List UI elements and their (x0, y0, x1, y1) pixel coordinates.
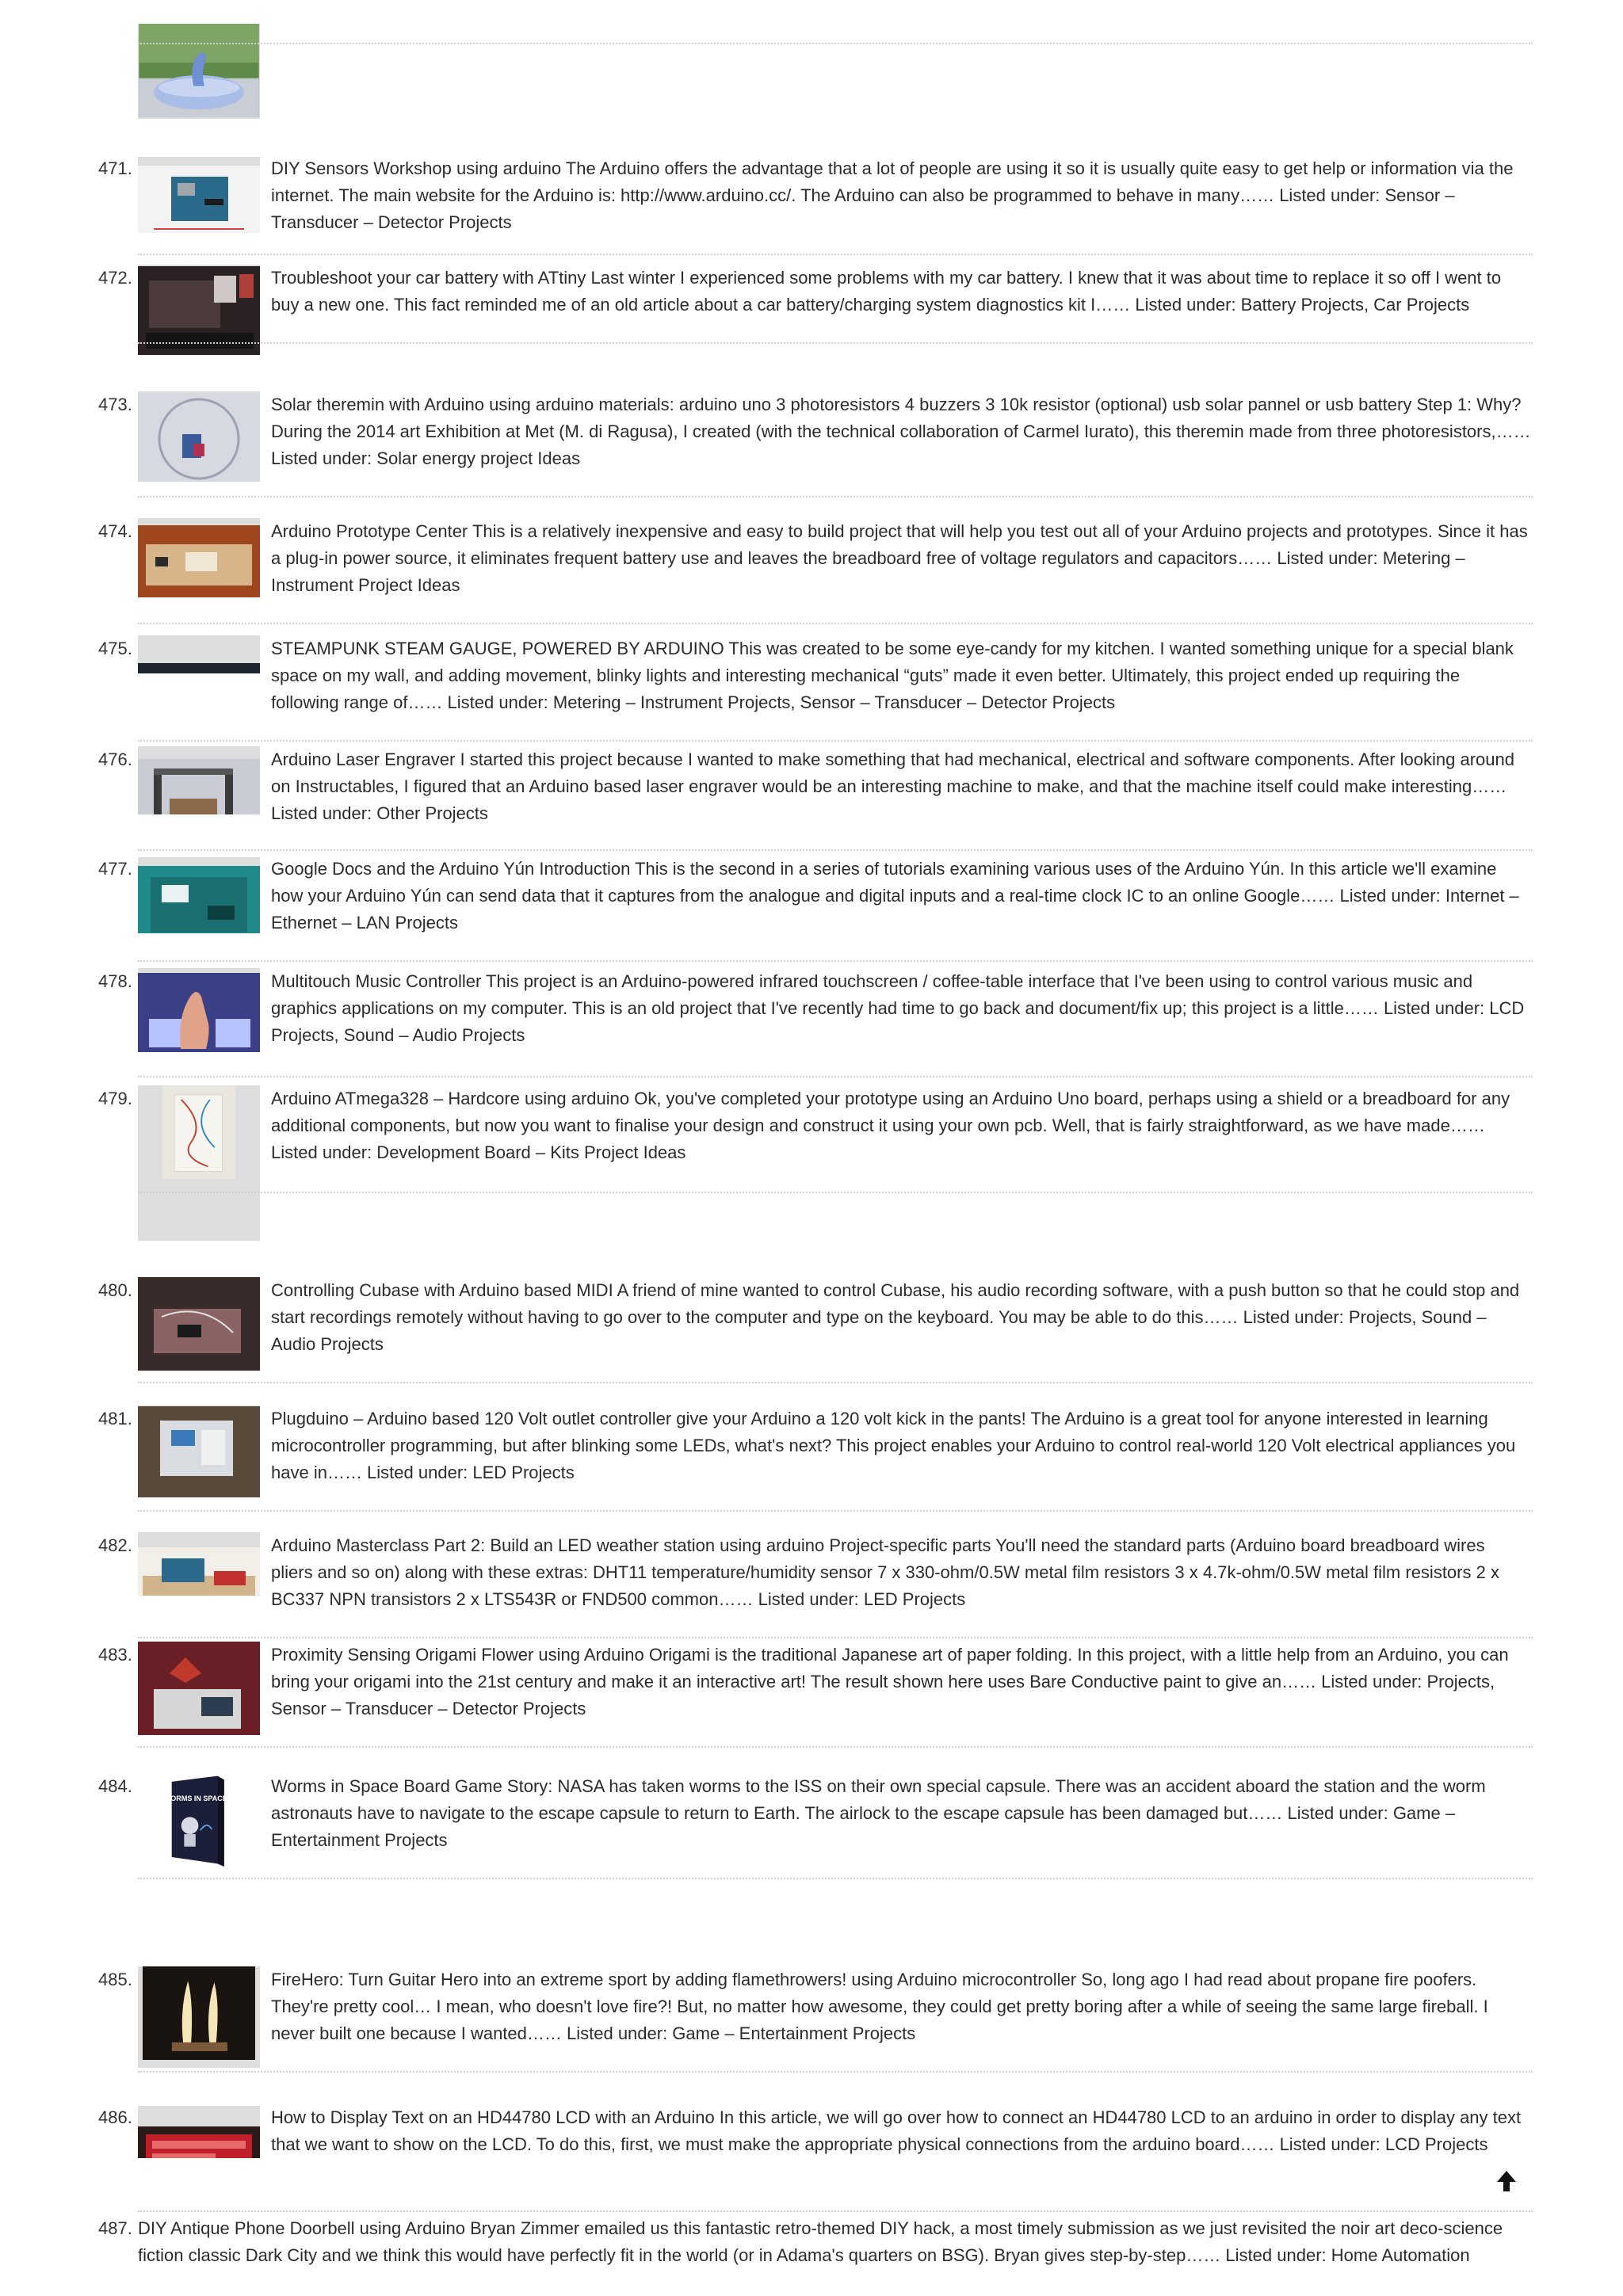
separator (138, 342, 1533, 344)
item-description[interactable]: Troubleshoot your car battery with ATtiny Last winter I experienced some problems with my car battery. I knew that it was about time to replace it so off I went to buy a new one. This fact reminded me of an old article about a car battery/charging system diagnostics kit I…… Listed under: Battery Projects, Car Projects (271, 268, 1502, 315)
item-description[interactable]: Worms in Space Board Game Story: NASA has taken worms to the ISS on their own special capsule. There was an accident aboard the station and the worm astronauts have to navigate to the escape capsule to return to Earth. The airlock to the escape capsule has been damaged but…… Listed under: Game – Entertainment Projects (271, 1776, 1486, 1850)
item-description[interactable]: Solar theremin with Arduino using arduino materials: arduino uno 3 photoresistors 4 buzzers 3 10k resistor (optional) usb solar pannel or usb battery Step 1: Why? During the 2014 art Exhibition at Met (M. di Ragusa), I created (with the technical collaboration of Carmel Iurato), this theremin made from three photoresistors,…… Listed under: Solar energy project Ideas (271, 395, 1531, 468)
breadboard-image (138, 1085, 260, 1179)
item-thumbnail[interactable] (138, 1532, 260, 1596)
item-thumbnail[interactable] (138, 2106, 260, 2158)
item-number: 476. (98, 749, 132, 769)
multitouch-hand-image (138, 968, 260, 1052)
item-thumbnail[interactable] (138, 518, 260, 597)
separator (138, 960, 1533, 962)
car-battery-image (138, 265, 260, 355)
separator (138, 1076, 1533, 1077)
separator (138, 1878, 1533, 1879)
item-number: 486. (98, 2107, 132, 2127)
video-player-image (138, 635, 260, 673)
origami-flower-image (138, 1642, 260, 1735)
item-description[interactable]: Multitouch Music Controller This project is an Arduino-powered infrared touchscreen / coffee-table interface that I've been using to control various music and graphics applications on my computer. This is an old project that I've recently had time to go back and document/fix up; this project is a little…… Listed under: LCD Projects, Sound – Audio Projects (271, 971, 1525, 1045)
item-description[interactable]: Proximity Sensing Origami Flower using Arduino Origami is the traditional Japanese art of paper folding. In this project, with a little help from an Arduino, you can bring your origami into the 21st century and make it an interactive art! The result shown here uses Bare Conductive paint to give an…… Listed under: Projects, Sensor – Transducer – Detector Projects (271, 1645, 1509, 1718)
item-thumbnail[interactable] (138, 157, 260, 233)
flamethrower-image (138, 1966, 260, 2060)
weather-station-image (138, 1532, 260, 1596)
item-thumbnail[interactable] (138, 1405, 260, 1497)
laser-engraver-image (138, 746, 260, 814)
item-number: 473. (98, 395, 132, 414)
item-description[interactable]: DIY Antique Phone Doorbell using Arduino Bryan Zimmer emailed us this fantastic retro-themed DIY hack, a most timely submission as we just revisited the noir art deco-science fiction classic Dark City and we think this would have perfectly fit in the world (or in Adama's quarters on BSG). Bryan gives step-by-step…… Listed under: Home Automation (138, 2218, 1503, 2265)
item-number: 471. (98, 158, 132, 178)
board-game-box-image (138, 1773, 260, 1867)
separator (138, 496, 1533, 498)
item-description[interactable]: FireHero: Turn Guitar Hero into an extreme sport by adding flamethrowers! using Arduino microcontroller So, long ago I had read about propane fire poofers. They're pretty cool… I mean, who doesn't love fire?! But, no matter how awesome, they could get pretty boring after a while of seeing the same large fireball. I never built one because I wanted…… Listed under: Game – Entertainment Projects (271, 1970, 1488, 2043)
separator (138, 1192, 1533, 1193)
separator (138, 849, 1533, 851)
item-thumbnail[interactable] (138, 857, 260, 933)
game-box-title: WORMS IN SPACE (163, 1794, 227, 1802)
item-number: 480. (98, 1280, 132, 1300)
item-description[interactable]: Plugduino – Arduino based 120 Volt outlet controller give your Arduino a 120 volt kick in the pants! The Arduino is a great tool for anyone interested in learning microcontroller programming, but after blinking some LEDs, what's next? This project enables your Arduino to control real-world 120 Volt electrical appliances you have in…… Listed under: LED Projects (271, 1409, 1516, 1482)
separator (138, 740, 1533, 742)
item-description[interactable]: Google Docs and the Arduino Yún Introduction This is the second in a series of tutorials examining various uses of the Arduino Yún. In this article we'll examine how your Arduino Yún can send data that it captures from the analogue and digital inputs and a real-time clock IC to an online Google…… Listed under: Internet – Ethernet – LAN Projects (271, 859, 1519, 933)
plugduino-image (138, 1405, 260, 1497)
arduino-yun-image (138, 857, 260, 933)
item-description[interactable]: Arduino Laser Engraver I started this project because I wanted to make something that had mechanical, electrical and software components. After looking around on Instructables, I figured that an Arduino based laser engraver would be an interesting machine to make, and that the machine itself could make interesting…… Listed under: Other Projects (271, 749, 1514, 823)
prototype-center-image (138, 518, 260, 597)
item-number: 481. (98, 1409, 132, 1428)
item-thumbnail[interactable] (138, 265, 260, 355)
item-number: 479. (98, 1089, 132, 1108)
item-description[interactable]: Arduino Masterclass Part 2: Build an LED weather station using arduino Project-specific parts You'll need the standard parts (Arduino board breadboard wires pliers and so on) along with these extras: DHT11 temperature/humidity sensor 7 x 330-ohm/0.5W metal film resistors 3 x 4.7k-ohm/0.5W metal film resistors 2 x BC337 NPN transistors 2 x LTS543R or FND500 common…… Listed under: LED Projects (271, 1535, 1499, 1609)
fountain-bowl-image (138, 24, 260, 117)
separator (138, 254, 1533, 255)
fountain-bowl-thumbnail[interactable] (138, 24, 260, 119)
item-number: 472. (98, 268, 132, 288)
item-number: 484. (98, 1776, 132, 1796)
item-thumbnail[interactable] (138, 635, 260, 673)
separator (138, 43, 1533, 44)
item-description[interactable]: Arduino ATmega328 – Hardcore using arduino Ok, you've completed your prototype using an Arduino Uno board, perhaps using a shield or a breadboard for any additional components, but now you want to finalise your design and construct it using your own pcb. Well, that is fairly straightforward, as we have made…… Listed under: Development Board – Kits Project Ideas (271, 1089, 1510, 1162)
separator (138, 623, 1533, 624)
item-thumbnail[interactable] (138, 1085, 260, 1241)
back-to-top-button[interactable] (1496, 2169, 1517, 2193)
item-description[interactable]: DIY Sensors Workshop using arduino The Arduino offers the advantage that a lot of people are using it so it is usually quite easy to get help or information via the internet. The main website for the Arduino is: http://www.arduino.cc/. The Arduino can also be programmed to behave in many…… Listed under: Sensor – Transducer – Detector Projects (271, 158, 1514, 232)
item-thumbnail[interactable] (138, 1966, 260, 2068)
lcd-display-image (138, 2106, 260, 2158)
item-thumbnail[interactable] (138, 1277, 260, 1371)
item-description[interactable]: Arduino Prototype Center This is a relatively inexpensive and easy to build project that will help you test out all of your Arduino projects and prototypes. Since it has a plug-in power source, it eliminates frequent battery use and leaves the breadboard free of voltage regulators and capacitors…… Listed under: Metering – Instrument Project Ideas (271, 521, 1528, 595)
item-thumbnail[interactable] (138, 1642, 260, 1735)
separator (138, 2071, 1533, 2073)
separator (138, 1637, 1533, 1638)
separator (138, 1746, 1533, 1748)
item-number: 485. (98, 1970, 132, 1989)
item-description[interactable]: Controlling Cubase with Arduino based MIDI A friend of mine wanted to control Cubase, his audio recording software, with a push button so that he could stop and start recordings remotely without having to go over to the computer and type on the keyboard. You may be able to do this…… Listed under: Projects, Sound – Audio Projects (271, 1280, 1520, 1354)
midi-controller-image (138, 1277, 260, 1371)
item-number: 474. (98, 521, 132, 541)
item-number: 478. (98, 971, 132, 991)
item-number: 482. (98, 1535, 132, 1555)
separator (138, 2210, 1533, 2212)
item-thumbnail[interactable] (138, 968, 260, 1052)
item-description[interactable]: STEAMPUNK STEAM GAUGE, POWERED BY ARDUINO This was created to be some eye-candy for my kitchen. I wanted something unique for a special blank space on my wall, and adding movement, blinky lights and interesting mechanical “guts” made it even better. Ultimately, this project ended up requiring the following range of…… Listed under: Metering – Instrument Projects, Sensor – Transducer – Detector Projects (271, 639, 1514, 712)
separator (138, 1510, 1533, 1512)
item-thumbnail[interactable] (138, 1773, 260, 1928)
item-number: 487. (98, 2218, 132, 2238)
item-number: 483. (98, 1645, 132, 1665)
item-thumbnail[interactable] (138, 746, 260, 814)
arrow-up-icon (1496, 2169, 1517, 2193)
separator (138, 1382, 1533, 1383)
item-description[interactable]: How to Display Text on an HD44780 LCD with an Arduino In this article, we will go over how to connect an HD44780 LCD to an arduino in order to display any text that we want to show on the LCD. To do this, first, we must make the appropriate physical connections from the arduino board…… Listed under: LCD Projects (271, 2107, 1522, 2154)
solar-theremin-image (138, 391, 260, 482)
arduino-board-image (138, 157, 260, 233)
item-thumbnail[interactable] (138, 391, 260, 482)
item-number: 475. (98, 639, 132, 658)
item-number: 477. (98, 859, 132, 879)
